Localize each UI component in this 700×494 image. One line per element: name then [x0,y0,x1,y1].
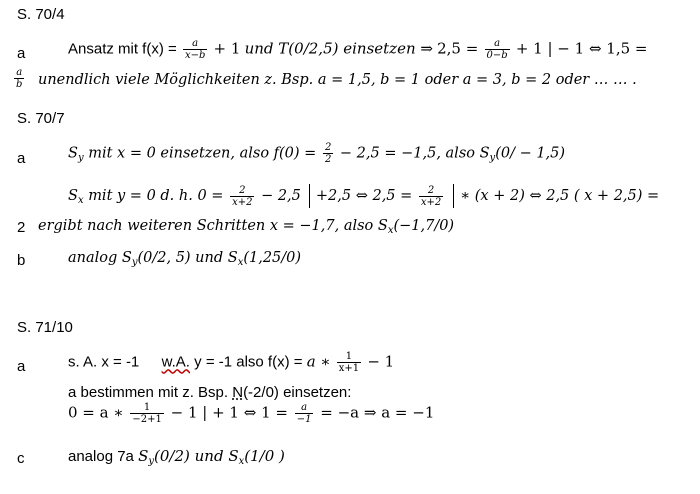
text-sx-part1: mit y = 0 d. h. 0 = [88,188,224,204]
text-n: N [232,384,244,401]
text-analog-c: analog 7a $S_y(0/2)$ und $S_x(1/0$ ) [68,447,285,467]
section-heading-70-4: S. 70/4 [17,6,65,23]
fraction-2-over-x-plus-2-b: $\frac{2}{x+2}$ [420,184,442,208]
fraction-a-over-b: $\frac{a}{b}$ [16,67,23,90]
fraction-2-over-2: $\frac{2}{2}$ [324,142,332,165]
text-ansatz: Ansatz mit f(x) = [68,40,177,58]
divider-bar [309,184,310,208]
text-plus-one-pipe: + 1 | − 1 ⇔ 1,5 = [515,39,648,58]
text-plus-one: + 1 [213,39,241,58]
section-heading-71-10: S. 71/10 [17,319,73,336]
item-label-a-3: a [17,358,26,375]
text-und-t: und T(0/2,5) einsetzen ⇒ [244,39,433,58]
fraction-a-over-0-minus-b: $\frac{a}{0-b}$ [486,38,508,61]
item-label-a: a [17,45,26,62]
text-unendlich: unendlich viele Möglichkeiten z. Bsp. a = 1,5, b = 1 oder a = 3, b = 2 oder … … . [38,72,637,88]
formula-line-0: 0 = a ∗ $\frac{1}{-2+1}$ − 1 | + 1 ⇔ 1 = $\frac{a}{-1}$ = −a ⇒ a = −1 [68,402,435,425]
section-heading-70-7: S. 70/7 [17,110,65,127]
text-analog-b: analog $S_y(0/2$, 5) und $S_x(1,25/0)$ [68,250,302,268]
fraction-a-over-minus-1: $\frac{a}{-1}$ [296,402,312,425]
text-ergibt: ergibt nach weiteren Schritten x = −1,7, also $S_x(-1,7/0)$ [38,218,455,236]
item-label-2: 2 [17,219,26,236]
item-label-c: c [17,450,25,467]
text-wa: w.A. [161,353,190,371]
fraction-1-over-minus-2-plus-1: $\frac{1}{-2+1}$ [132,402,162,425]
formula-line-sa: s. A. x = -1 w.A. y = -1 also f(x) = a ∗ $\frac{1}{x+1}$ − 1 [68,351,395,374]
text-2-5-equals: 2,5 = [437,39,479,58]
item-label-a-2: a [17,150,26,167]
text-a-bestimmen: a bestimmen mit z. Bsp. N(-2/0) einsetzen: [68,384,352,401]
divider-bar-2 [453,184,454,208]
fraction-1-over-x-plus-1: $\frac{1}{x+1}$ [338,351,360,374]
formula-line-sx: $S_x$ mit y = 0 d. h. 0 = $\frac{2}{x+2}$ − 2,5 +2,5 ⇔ 2,5 = $\frac{2}{x+2}$ ∗ (x + 2) ⇔ 2,5 ( x + 2,5) = [68,184,660,208]
fraction-2-over-x-plus-2: $\frac{2}{x+2}$ [232,184,253,208]
item-label-b: b [17,252,26,269]
text-sy-line: mit x = 0 einsetzen, also f(0) = [88,145,317,162]
formula-line-sy: $S_y$ mit x = 0 einsetzen, also f(0) = $\frac{2}{2}$ − 2,5 = −1,5, also $S_y(0/ - 1,5)$ [68,142,566,165]
fraction-a-over-x-minus-b: $\frac{a}{x-b}$ [184,38,206,61]
formula-line-ansatz [68,38,647,61]
